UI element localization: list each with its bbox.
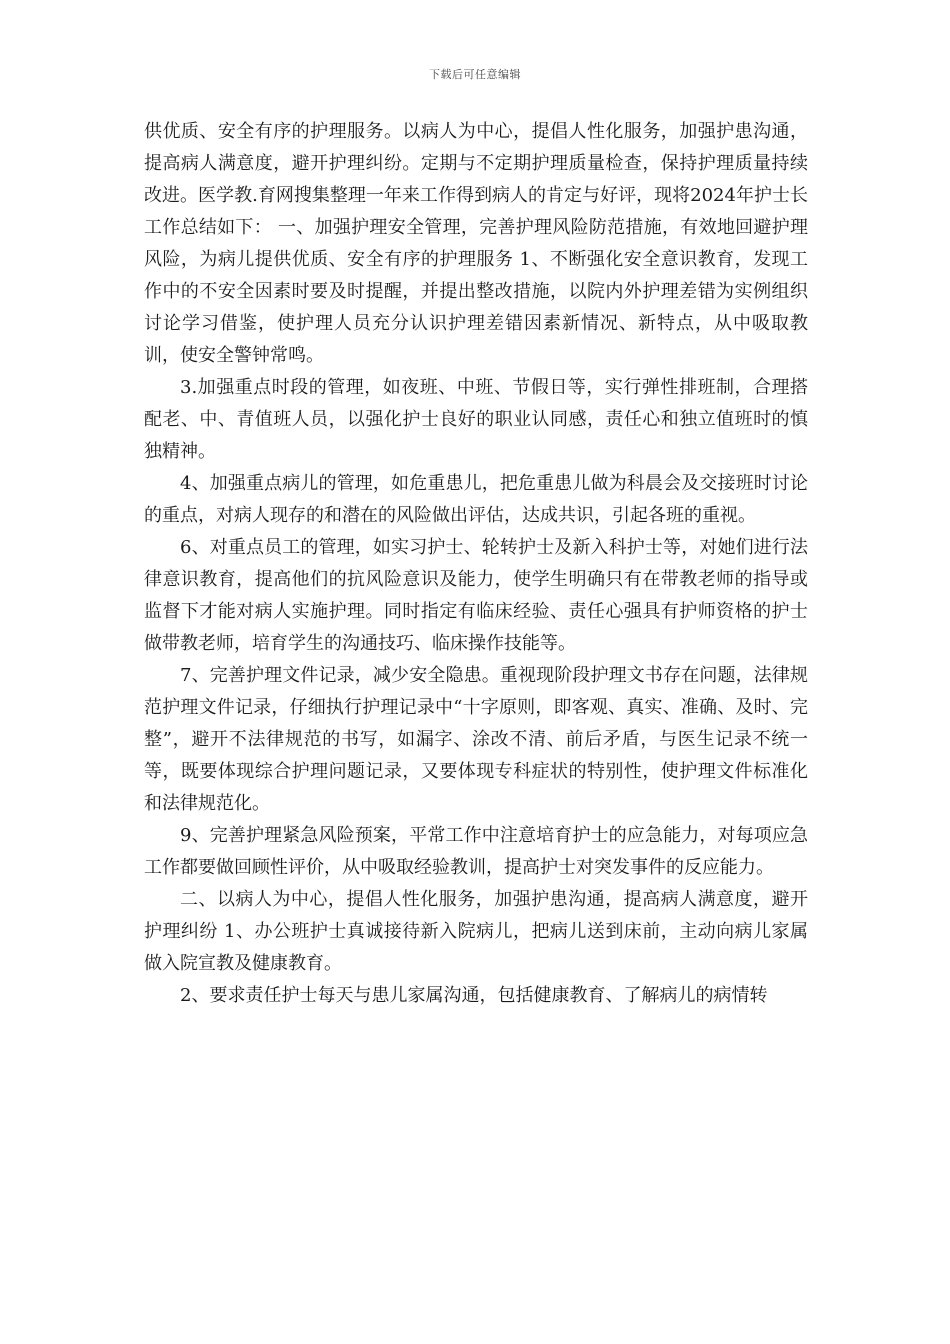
paragraph-4: 6、对重点员工的管理，如实习护士、轮转护士及新入科护士等，对她们进行法律意识教育，提高他们的抗风险意识及能力，使学生明确只有在带教老师的指导或监督下才能对病人实施护理。同时指定有临床经验、责任心强具有护师资格的护士做带教老师，培育学生的沟通技巧、临床操作技能等。	[144, 537, 808, 654]
paragraph-6: 9、完善护理紧急风险预案，平常工作中注意培育护士的应急能力，对每项应急工作都要做回顾性评价，从中吸取经验教训，提高护士对突发事件的反应能力。	[144, 825, 808, 878]
paragraph-5: 7、完善护理文件记录，减少安全隐患。重视现阶段护理文书存在问题，法律规范护理文件记录，仔细执行护理记录中“十字原则，即客观、真实、准确、及时、完整”，避开不法律规范的书写，如漏字、涂改不清、前后矛盾，与医生记录不统一等，既要体现综合护理问题记录，又要体现专科症状的特别性，使护理文件标准化和法律规范化。	[144, 665, 808, 814]
paragraph-7: 二、以病人为中心，提倡人性化服务，加强护患沟通，提高病人满意度，避开护理纠纷 1、办公班护士真诚接待新入院病儿，把病儿送到床前，主动向病儿家属做入院宣教及健康教育。	[144, 889, 808, 974]
paragraph-1: 供优质、安全有序的护理服务。以病人为中心，提倡人性化服务，加强护患沟通，提高病人满意度，避开护理纠纷。定期与不定期护理质量检查，保持护理质量持续改进。医学教.育网搜集整理一年来工作得到病人的肯定与好评，现将2024年护士长工作总结如下： 一、加强护理安全管理，完善护理风险防范措施，有效地回避护理风险，为病儿提供优质、安全有序的护理服务 1、不断强化安全意识教育，发现工作中的不安全因素时要及时提醒，并提出整改措施，以院内外护理差错为实例组织讨论学习借鉴，使护理人员充分认识护理差错因素新情况、新特点，从中吸取教训，使安全警钟常鸣。	[144, 121, 808, 366]
paragraph-2: 3.加强重点时段的管理，如夜班、中班、节假日等，实行弹性排班制，合理搭配老、中、青值班人员，以强化护士良好的职业认同感，责任心和独立值班时的慎独精神。	[144, 377, 808, 462]
document-body	[144, 116, 808, 1012]
paragraph-3: 4、加强重点病儿的管理，如危重患儿，把危重患儿做为科晨会及交接班时讨论的重点，对病人现存的和潜在的风险做出评估，达成共识，引起各班的重视。	[144, 473, 808, 526]
paragraph-8: 2、要求责任护士每天与患儿家属沟通，包括健康教育、了解病儿的病情转	[180, 985, 768, 1006]
page-header: 下载后可任意编辑	[429, 68, 521, 81]
